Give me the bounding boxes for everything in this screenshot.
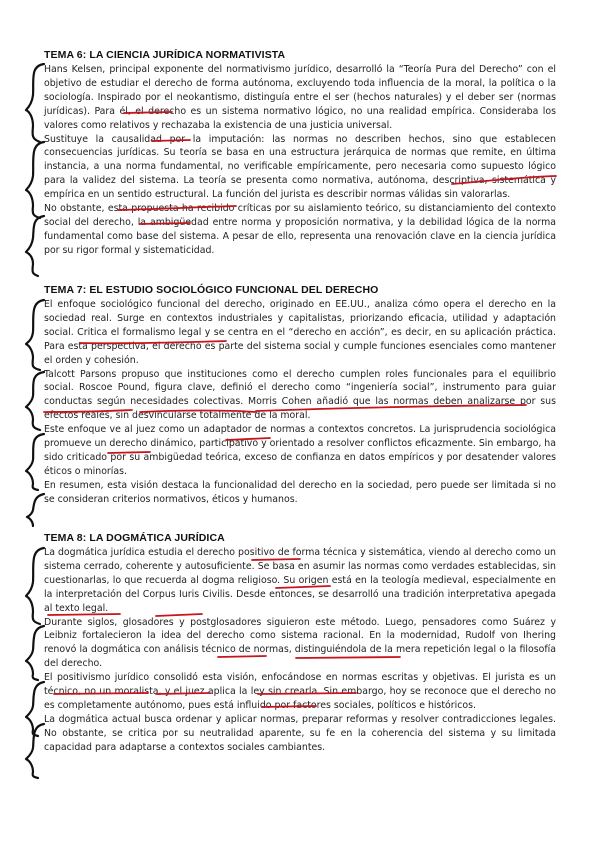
- section-title: TEMA 7: EL ESTUDIO SOCIOLÓGICO FUNCIONAL DEL DERECHO: [44, 284, 379, 296]
- paragraph: El positivismo jurídico consolidó esta visión, enfocándose en normas escritas y objetivas. El jurista es un técnico, no un moralista, y el juez aplica la ley sin crearla. Sin embargo, hoy se reconoce que el derecho no es completamente autónomo, pues está influido por factores sociales, políticos e históricos.: [44, 672, 556, 711]
- section-title: TEMA 8: LA DOGMÁTICA JURÍDICA: [44, 532, 225, 544]
- section-title: TEMA 6: LA CIENCIA JURÍDICA NORMATIVISTA: [44, 49, 286, 61]
- paragraph: Hans Kelsen, principal exponente del normativismo jurídico, desarrolló la “Teoría Pura del Derecho” con el objetivo de estudiar el derecho de forma autónoma, excluyendo toda influencia de la moral, la política o la sociología. Inspirado por el neokantismo, distinguía entre el ser (hechos naturales) y el deber ser (normas jurídicas). Para él, el derecho es un sistema normativo lógico, no una realidad empírica. Consideraba los valores como relativos y rechazaba la existencia de una justicia universal.: [44, 64, 556, 131]
- section-tema-8: [40, 532, 556, 755]
- paragraph: No obstante, esta propuesta ha recibido críticas por su aislamiento teórico, su distanciamiento del contexto social del derecho, la ambigüedad entre norma y proposición normativa, y la debilidad lógica de la norma fundamental como base del sistema. A pesar de ello, representa una renovación clave en la ciencia jurídica por su rigor formal y sistematicidad.: [44, 203, 556, 256]
- paragraph: La dogmática actual busca ordenar y aplicar normas, preparar reformas y resolver contradicciones legales. No obstante, se critica por su neutralidad aparente, su fe en la coherencia del sistema y su limitada capacidad para adaptarse a contextos sociales cambiantes.: [44, 713, 556, 753]
- paragraph: El enfoque sociológico funcional del derecho, originado en EE.UU., analiza cómo opera el derecho en la sociedad real. Surge en contextos industriales y capitalistas, priorizando eficacia, utilidad y adaptación social. Critica el formalismo legal y se centra en el “derecho en acción”, es decir, en su aplicación práctica. Para esta perspectiva, el derecho es parte del sistema social y cumple funciones esenciales como mantener el orden y cohesión.: [44, 299, 556, 366]
- paragraph: Sustituye la causalidad por la imputación: las normas no describen hechos, sino que establecen consecuencias jurídicas. Su teoría se basa en una estructura jerárquica de normas que remite, en última instancia, a una norma fundamental, no verificable empíricamente, pero necesaria como supuesto lógico para la validez del sistema. La teoría se presenta como normativa, autónoma, descriptiva, sistemática y empírica en un sentido estructural. La función del jurista es describir normas válidas sin valorarlas.: [44, 133, 556, 201]
- paragraph: Este enfoque ve al juez como un adaptador de normas a contextos concretos. La jurisprudencia sociológica promueve un derecho dinámico, participativo y orientado a resolver conflictos eficazmente. Sin embargo, ha sido criticado por su ambigüedad teórica, exceso de confianza en datos empíricos y por desatender valores éticos o minorías.: [44, 424, 556, 477]
- paragraph: Durante siglos, glosadores y postglosadores siguieron este método. Luego, pensadores como Suárez y Leibniz fortalecieron la idea del derecho como sistema racional. En la modernidad, Rudolf von Ihering renovó la dogmática con análisis técnico de normas, distinguiéndola de la mera repetición legal o la filosofía del derecho.: [44, 616, 556, 670]
- paragraph: En resumen, esta visión destaca la funcionalidad del derecho en la sociedad, pero puede ser limitada si no se consideran criterios normativos, éticos y humanos.: [44, 479, 556, 505]
- section-tema-7: [40, 284, 556, 507]
- paragraph: La dogmática jurídica estudia el derecho positivo de forma técnica y sistemática, viendo al derecho como un sistema cerrado, coherente y autosuficiente. Se basa en asumir las normas como verdades establecidas, sin cuestionarlas, lo que recuerda al dogma religioso. Su origen está en la teología medieval, especialmente en la interpretación del Corpus Iuris Civilis. Desde entonces, se desarrolló una tradición interpretativa apegada al texto legal.: [44, 547, 556, 614]
- paragraph: Talcott Parsons propuso que instituciones como el derecho cumplen roles funcionales para el equilibrio social. Roscoe Pound, figura clave, definió el derecho como “ingeniería social”, instrumento para guiar conductas según necesidades colectivas. Morris Cohen añadió que las normas deben analizarse por sus efectos reales, sin desvincularse totalmente de la moral.: [44, 368, 556, 422]
- section-tema-6: [40, 49, 556, 258]
